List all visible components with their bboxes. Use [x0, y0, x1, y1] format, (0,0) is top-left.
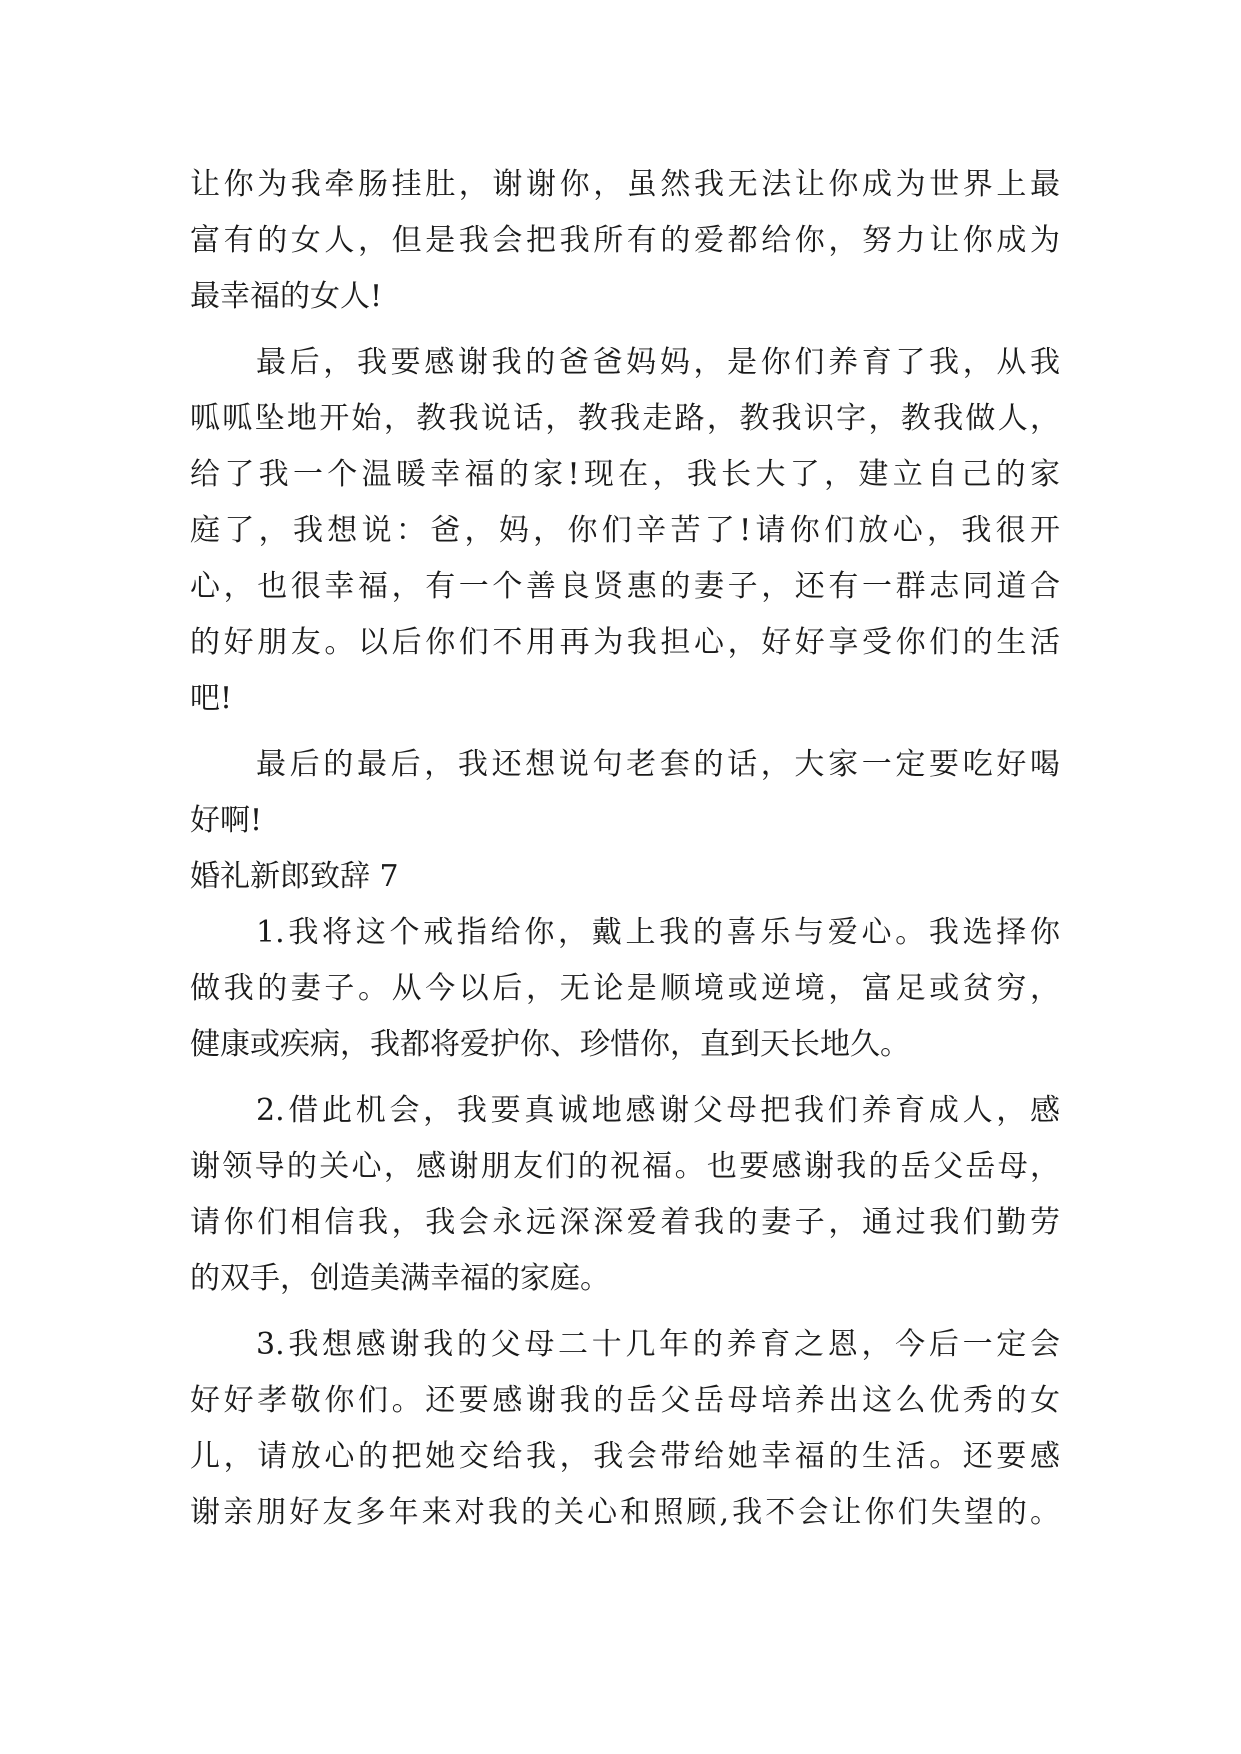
- section-heading: 婚礼新郎致辞 7: [190, 859, 399, 894]
- text-line: 富有的女人，但是我会把我所有的爱都给你，努力让你成为: [190, 223, 1060, 258]
- text-line: 最后，我要感谢我的爸爸妈妈，是你们养育了我，从我: [256, 345, 1060, 380]
- text-line: 的好朋友。以后你们不用再为我担心，好好享受你们的生活: [190, 625, 1060, 660]
- text-line: 谢亲朋好友多年来对我的关心和照顾,我不会让你们失望的。: [190, 1495, 1060, 1530]
- text-line: 3.我想感谢我的父母二十几年的养育之恩，今后一定会: [256, 1327, 1060, 1362]
- text-line: 2.借此机会，我要真诚地感谢父母把我们养育成人，感: [256, 1093, 1060, 1128]
- text-line: 给了我一个温暖幸福的家!现在，我长大了，建立自己的家: [190, 457, 1060, 492]
- text-line: 让你为我牵肠挂肚，谢谢你，虽然我无法让你成为世界上最: [190, 167, 1060, 202]
- text-line: 好好孝敬你们。还要感谢我的岳父岳母培养出这么优秀的女: [190, 1383, 1060, 1418]
- text-line: 健康或疾病，我都将爱护你、珍惜你，直到天长地久。: [190, 1027, 910, 1062]
- text-line: 吧!: [190, 681, 233, 716]
- text-line: 庭了，我想说：爸，妈，你们辛苦了!请你们放心，我很开: [190, 513, 1060, 548]
- text-line: 的双手，创造美满幸福的家庭。: [190, 1261, 610, 1296]
- text-line: 儿，请放心的把她交给我，我会带给她幸福的生活。还要感: [190, 1439, 1060, 1474]
- text-line: 做我的妻子。从今以后，无论是顺境或逆境，富足或贫穷，: [190, 971, 1060, 1006]
- text-line: 心，也很幸福，有一个善良贤惠的妻子，还有一群志同道合: [190, 569, 1060, 604]
- text-line: 1.我将这个戒指给你，戴上我的喜乐与爱心。我选择你: [256, 915, 1060, 950]
- text-line: 好啊!: [190, 803, 263, 838]
- text-line: 谢领导的关心，感谢朋友们的祝福。也要感谢我的岳父岳母，: [190, 1149, 1060, 1184]
- text-line: 最后的最后，我还想说句老套的话，大家一定要吃好喝: [256, 747, 1060, 782]
- text-line: 请你们相信我，我会永远深深爱着我的妻子，通过我们勤劳: [190, 1205, 1060, 1240]
- document-body: [190, 157, 1060, 1541]
- text-line: 呱呱坠地开始，教我说话，教我走路，教我识字，教我做人，: [190, 401, 1060, 436]
- text-line: 最幸福的女人!: [190, 279, 383, 314]
